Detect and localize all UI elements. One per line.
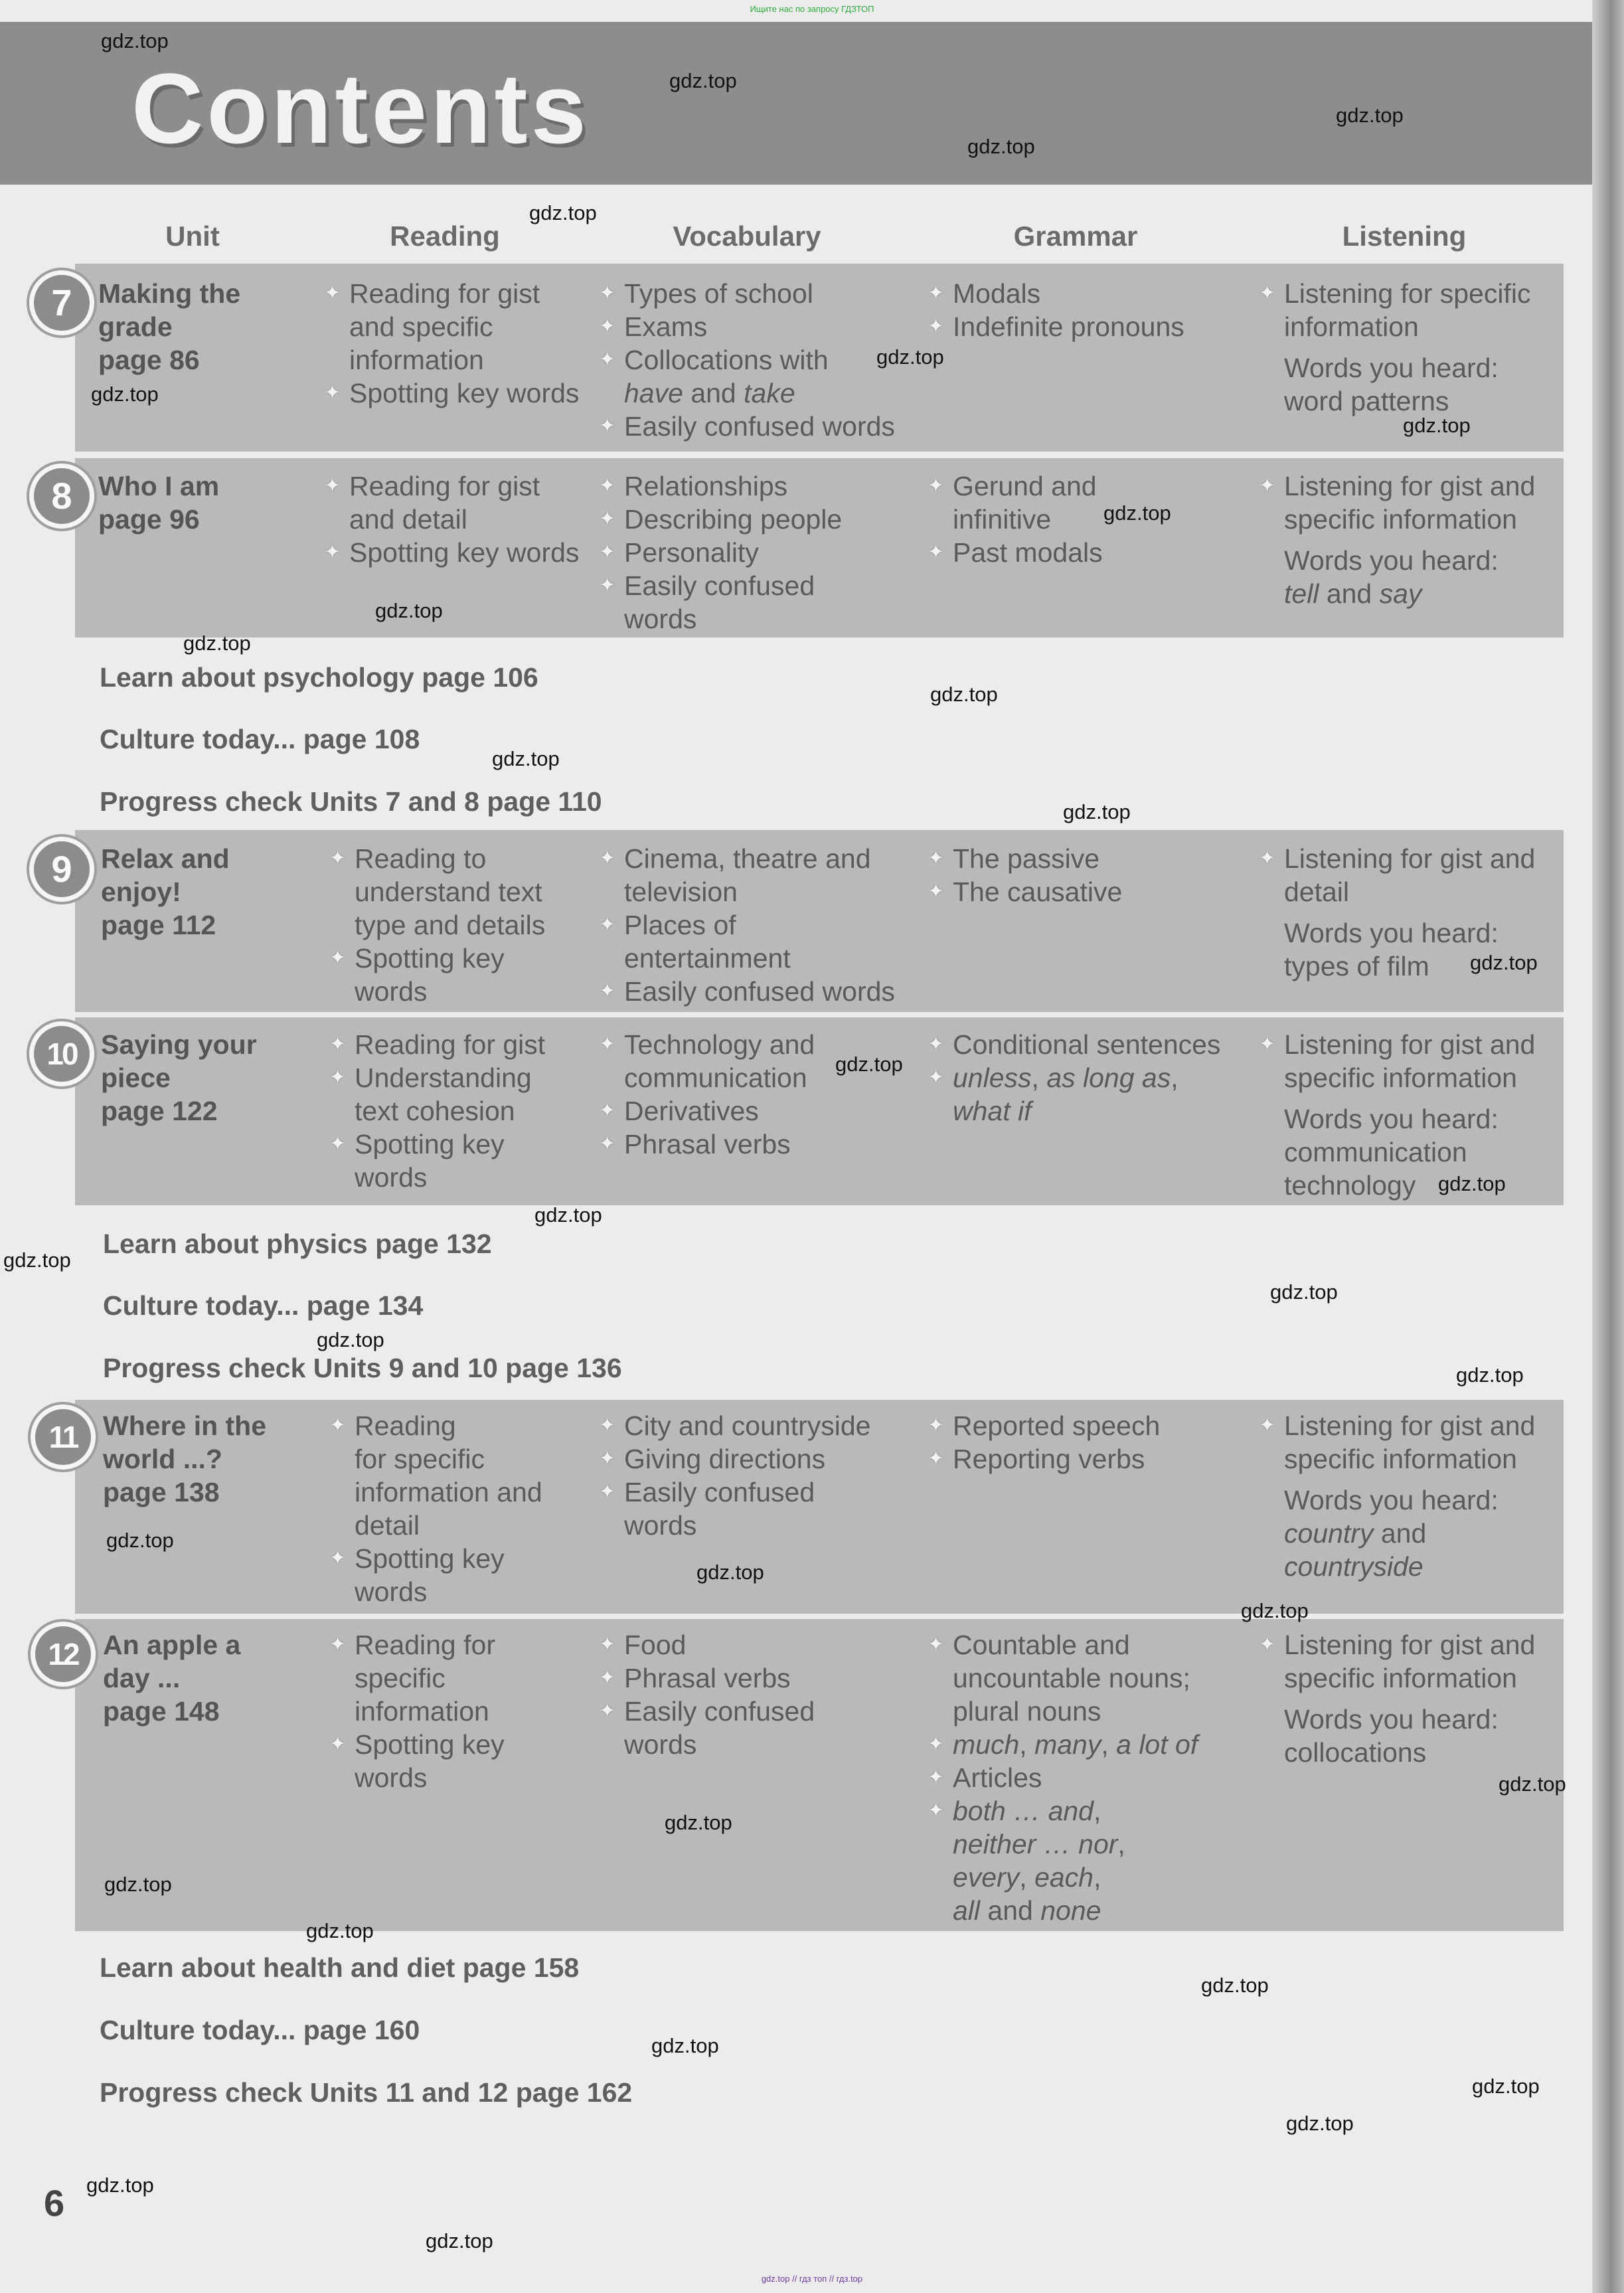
list-item: ✦ Giving directions xyxy=(599,1442,911,1476)
list-item: ✦ both … and, neither … nor, every, each, all and none xyxy=(928,1794,1240,1927)
unit-7-title[interactable]: Making the grade page 86 xyxy=(98,278,241,375)
list-item: ✦ Personality xyxy=(599,536,904,569)
list-item: ✦ Types of school xyxy=(599,277,904,310)
list-item: ✦ Countable and uncountable nouns; plural nouns xyxy=(928,1628,1240,1728)
list-item: ✦ Listening for gist and specific information xyxy=(1259,1028,1558,1094)
list-item: ✦ Spotting key words xyxy=(324,377,590,410)
page-title: Contents xyxy=(131,52,590,164)
extra-culture-today-108[interactable]: Culture today... page 108 xyxy=(100,724,420,754)
column-heading-grammar: Grammar xyxy=(1013,220,1138,252)
column-heading-listening: Listening xyxy=(1342,220,1467,252)
unit-12-reading xyxy=(329,1628,582,1794)
watermark: gdz.top xyxy=(930,683,998,706)
watermark: gdz.top xyxy=(1499,1772,1566,1796)
extra-progress-check-7-8[interactable]: Progress check Units 7 and 8 page 110 xyxy=(100,786,602,817)
watermark: gdz.top xyxy=(1470,951,1538,974)
list-item: ✦ Easily confused words xyxy=(599,1695,863,1761)
watermark: gdz.top xyxy=(375,599,443,622)
watermark: gdz.top xyxy=(317,1328,384,1351)
extra-culture-today-134[interactable]: Culture today... page 134 xyxy=(103,1290,424,1321)
list-item: ✦ Reading for gist and specific information xyxy=(324,277,590,377)
list-item: ✦ City and countryside xyxy=(599,1409,911,1442)
list-item: ✦ Places of entertainment xyxy=(599,908,843,975)
unit-badge-11: 11 xyxy=(31,1404,96,1470)
list-item: ✦ Reading to understand text type and details xyxy=(329,842,568,942)
unit-10-grammar xyxy=(928,1028,1246,1128)
list-item: ✦ unless, as long as, what if xyxy=(928,1061,1246,1128)
watermark: gdz.top xyxy=(835,1053,903,1076)
unit-7-listening xyxy=(1259,277,1558,418)
watermark: gdz.top xyxy=(1438,1172,1506,1195)
unit-8-listening xyxy=(1259,469,1558,610)
watermark: gdz.top xyxy=(1286,2112,1354,2135)
list-item: ✦ much, many, a lot of xyxy=(928,1728,1240,1761)
watermark: gdz.top xyxy=(306,1919,374,1942)
list-item: ✦ Reading for gist xyxy=(329,1028,582,1061)
list-item: ✦ Listening for gist and specific information xyxy=(1259,1628,1558,1695)
watermark: gdz.top xyxy=(696,1561,764,1584)
extra-progress-check-11-12[interactable]: Progress check Units 11 and 12 page 162 xyxy=(100,2077,633,2108)
list-item: ✦ Understanding text cohesion xyxy=(329,1061,567,1128)
list-item: ✦ Relationships xyxy=(599,469,904,503)
watermark: gdz.top xyxy=(183,632,251,655)
list-item: ✦ The passive xyxy=(928,842,1240,875)
unit-7-vocabulary xyxy=(599,277,904,443)
unit-8-reading xyxy=(324,469,590,569)
unit-9-grammar xyxy=(928,842,1240,908)
unit-9-reading xyxy=(329,842,568,1008)
unit-10-reading xyxy=(329,1028,582,1194)
watermark: gdz.top xyxy=(967,135,1035,158)
watermark: gdz.top xyxy=(1472,2075,1540,2098)
list-item: ✦ Food xyxy=(599,1628,911,1661)
watermark: gdz.top xyxy=(1336,104,1404,127)
watermark: gdz.top xyxy=(669,69,737,92)
unit-10-listening xyxy=(1259,1028,1558,1202)
watermark: gdz.top xyxy=(1063,800,1131,823)
unit-12-listening xyxy=(1259,1628,1558,1769)
list-item: ✦ Modals xyxy=(928,277,1240,310)
unit-badge-7: 7 xyxy=(29,270,94,335)
list-item: ✦ Listening for specific information xyxy=(1259,277,1558,343)
unit-10-title[interactable]: Saying your piece page 122 xyxy=(101,1029,257,1126)
unit-7-grammar xyxy=(928,277,1240,343)
watermark: gdz.top xyxy=(86,2173,154,2197)
list-item: ✦ Reading for specific information and detail xyxy=(329,1409,582,1542)
list-item: ✦ Reported speech xyxy=(928,1409,1240,1442)
unit-8-vocabulary xyxy=(599,469,904,636)
watermark: gdz.top xyxy=(91,382,159,406)
list-item: ✦ Listening for gist and detail xyxy=(1259,842,1558,908)
list-item: ✦ Gerund and infinitive xyxy=(928,469,1112,536)
list-item: Words you heard: word patterns xyxy=(1284,353,1499,416)
list-item: ✦ Phrasal verbs xyxy=(599,1661,911,1695)
unit-11-reading xyxy=(329,1409,582,1608)
list-item: Words you heard: types of film xyxy=(1284,918,1499,981)
list-item: Words you heard: tell and say xyxy=(1284,545,1499,609)
list-item: ✦ Derivatives xyxy=(599,1094,904,1128)
column-heading-unit: Unit xyxy=(165,220,220,252)
list-item: ✦ Listening for gist and specific information xyxy=(1259,1409,1558,1476)
list-item: ✦ Technology and communication xyxy=(599,1028,876,1094)
unit-11-grammar xyxy=(928,1409,1240,1476)
footer-note: gdz.top // гдз топ // гдз.top xyxy=(761,2274,863,2284)
list-item: ✦ Articles xyxy=(928,1761,1240,1794)
list-item: ✦ Spotting key words xyxy=(329,942,568,1008)
watermark: gdz.top xyxy=(492,747,560,770)
list-item: ✦ Reporting verbs xyxy=(928,1442,1240,1476)
watermark: gdz.top xyxy=(106,1529,174,1552)
list-item: ✦ Collocations with have and take xyxy=(599,343,904,410)
list-item: ✦ Indefinite pronouns xyxy=(928,310,1240,343)
watermark: gdz.top xyxy=(426,2229,493,2252)
unit-badge-12: 12 xyxy=(31,1622,96,1687)
unit-11-title[interactable]: Where in the world ...? page 138 xyxy=(103,1410,267,1507)
watermark: gdz.top xyxy=(3,1248,71,1272)
watermark: gdz.top xyxy=(1270,1280,1338,1304)
unit-12-grammar xyxy=(928,1628,1240,1927)
extra-learn-physics[interactable]: Learn about physics page 132 xyxy=(103,1229,492,1259)
column-heading-vocabulary: Vocabulary xyxy=(673,220,821,252)
unit-11-vocabulary xyxy=(599,1409,911,1542)
extra-learn-psychology[interactable]: Learn about psychology page 106 xyxy=(100,662,538,693)
list-item: ✦ Easily confused words xyxy=(599,410,904,443)
watermark: gdz.top xyxy=(1456,1363,1524,1387)
list-item: ✦ Easily confused words xyxy=(599,569,863,636)
unit-9-title[interactable]: Relax and enjoy! page 112 xyxy=(101,843,230,940)
list-item: ✦ Describing people xyxy=(599,503,904,536)
extra-progress-check-9-10[interactable]: Progress check Units 9 and 10 page 136 xyxy=(103,1353,622,1383)
list-item: ✦ Spotting key words xyxy=(329,1542,554,1608)
list-item: ✦ Easily confused words xyxy=(599,975,911,1008)
watermark: gdz.top xyxy=(1241,1599,1309,1622)
list-item: ✦ Spotting key words xyxy=(329,1728,554,1794)
watermark: gdz.top xyxy=(104,1873,172,1896)
watermark: gdz.top xyxy=(1103,501,1171,525)
page-number: 6 xyxy=(44,2182,65,2224)
top-note: Ищите нас по запросу ГДЗТОП xyxy=(750,4,874,14)
unit-7-reading xyxy=(324,277,590,410)
list-item: ✦ Conditional sentences xyxy=(928,1028,1246,1061)
list-item: ✦ Listening for gist and specific information xyxy=(1259,469,1558,536)
list-item: ✦ Reading for gist and detail xyxy=(324,469,590,536)
watermark: gdz.top xyxy=(529,201,597,224)
watermark: gdz.top xyxy=(665,1811,732,1834)
unit-9-vocabulary xyxy=(599,842,911,1008)
watermark: gdz.top xyxy=(876,345,944,369)
list-item: ✦ Reading for specific information xyxy=(329,1628,554,1728)
list-item: ✦ Phrasal verbs xyxy=(599,1128,904,1161)
unit-badge-10: 10 xyxy=(29,1021,94,1086)
list-item: ✦ Spotting key words xyxy=(324,536,590,569)
watermark: gdz.top xyxy=(1403,414,1471,437)
list-item: Words you heard: communication technology xyxy=(1284,1104,1499,1201)
column-heading-reading: Reading xyxy=(390,220,500,252)
unit-12-title[interactable]: An apple a day ... page 148 xyxy=(103,1630,241,1727)
watermark: gdz.top xyxy=(101,29,169,52)
list-item: ✦ Spotting key words xyxy=(329,1128,582,1194)
list-item: ✦ Cinema, theatre and television xyxy=(599,842,890,908)
unit-8-title[interactable]: Who I am page 96 xyxy=(98,471,220,535)
unit-10-vocabulary xyxy=(599,1028,904,1161)
list-item: Words you heard: country and countryside xyxy=(1284,1485,1499,1582)
list-item: ✦ The causative xyxy=(928,875,1240,908)
unit-11-listening xyxy=(1259,1409,1558,1583)
watermark: gdz.top xyxy=(1201,1974,1269,1997)
list-item: Words you heard: collocations xyxy=(1284,1704,1499,1768)
unit-12-vocabulary xyxy=(599,1628,911,1761)
page-edge xyxy=(1592,0,1624,2293)
watermark: gdz.top xyxy=(651,2034,719,2057)
extra-culture-today-160[interactable]: Culture today... page 160 xyxy=(100,2015,420,2045)
list-item: ✦ Easily confused words xyxy=(599,1476,863,1542)
unit-badge-8: 8 xyxy=(29,464,94,529)
unit-badge-9: 9 xyxy=(29,837,94,902)
watermark: gdz.top xyxy=(534,1203,602,1227)
extra-learn-health-diet[interactable]: Learn about health and diet page 158 xyxy=(100,1952,580,1983)
list-item: ✦ Past modals xyxy=(928,536,1147,569)
list-item: ✦ Exams xyxy=(599,310,904,343)
